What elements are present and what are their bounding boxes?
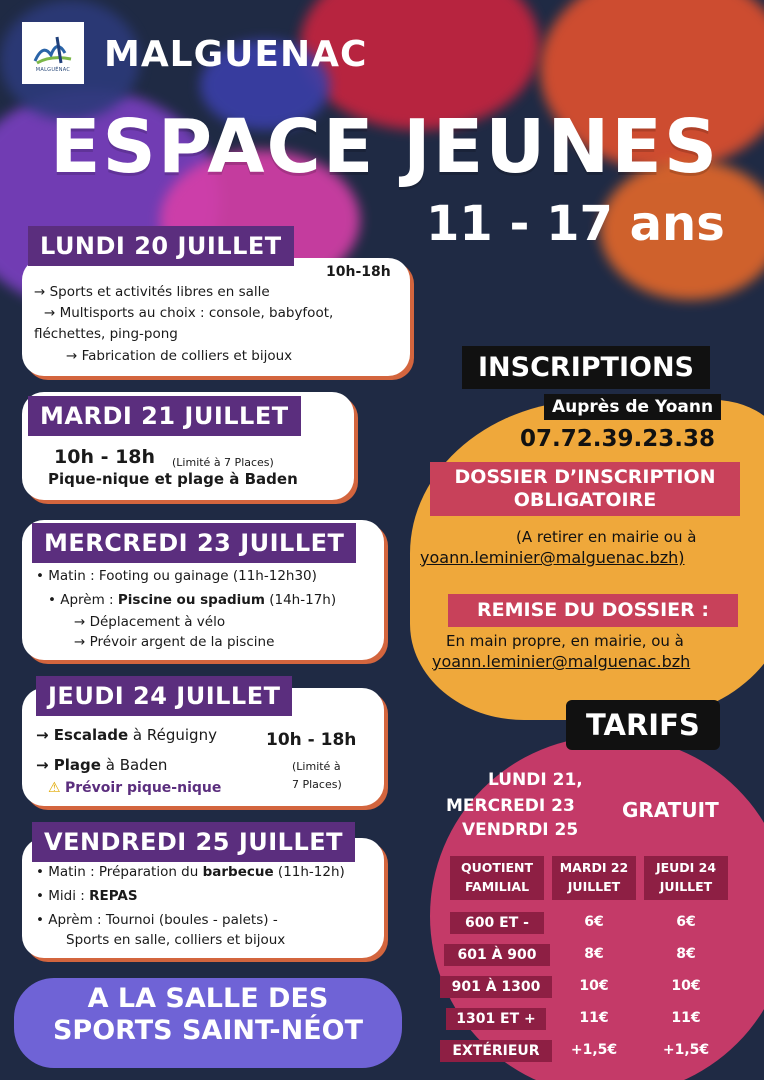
contact-name: Auprès de Yoann [544,394,721,420]
activity-line: → Fabrication de colliers et bijoux [66,348,293,364]
activity-line: Sports en salle, colliers et bijoux [66,932,286,948]
activity-text: à Baden [100,756,168,774]
day-title-mardi: MARDI 21 JUILLET [28,396,301,436]
logo-mark-icon [31,33,75,67]
activity-line [48,780,221,796]
activity-line [36,756,167,774]
age-range: 11 - 17 ans [426,196,725,252]
activity-text: (14h-17h) [264,592,337,608]
dossier-title-line: OBLIGATOIRE [513,488,657,511]
town-name: MALGUENAC [104,34,368,75]
activity-highlight: barbecue [202,864,274,880]
activity-line [48,592,336,608]
activity-text: • Aprèm : [48,592,118,608]
dossier-title [430,462,740,516]
day-title-vendredi: VENDREDI 25 JUILLET [32,822,355,862]
table-header: QUOTIENT FAMILIAL [450,856,544,900]
day-limit-jeudi: 7 Places) [292,778,342,791]
activity-line: Pique-nique et plage à Baden [48,470,298,488]
table-cell: +1,5€ [662,1042,710,1058]
activity-highlight: Prévoir pique-nique [65,780,222,796]
warning-icon: ⚠ [48,780,61,796]
logo-text: MALGUÉNAC [35,67,71,73]
activity-line [36,726,217,744]
phone-number: 07.72.39.23.38 [520,426,715,452]
remise-text: En main propre, en mairie, ou à [446,632,684,650]
venue-text [14,983,402,1048]
table-cell: 11€ [579,1010,609,1026]
activity-line [36,888,138,904]
table-cell: 8€ [584,946,604,962]
dossier-text: (A retirer en mairie ou à [516,528,697,546]
table-row-label: 601 À 900 [444,944,550,966]
table-header: JEUDI 24 JUILLET [644,856,728,900]
table-cell: 8€ [676,946,696,962]
table-cell: 6€ [676,914,696,930]
activity-highlight: REPAS [89,888,138,904]
table-cell: 10€ [671,978,701,994]
activity-line [36,864,345,880]
email-link[interactable]: yoann.leminier@malguenac.bzh [432,652,691,671]
free-days: LUNDI 21, [488,770,583,790]
activity-line: • Aprèm : Tournoi (boules - palets) - [36,912,278,928]
table-row-label: 901 À 1300 [440,976,552,998]
day-title-lundi: LUNDI 20 JUILLET [28,226,294,266]
logo [22,22,84,84]
table-header: MARDI 22 JUILLET [552,856,636,900]
activity-line: → Prévoir argent de la piscine [74,634,275,650]
day-hours-mardi: 10h - 18h [54,446,156,468]
activity-text: • Matin : Préparation du [36,864,203,880]
table-row-label: 600 ET - [450,912,544,934]
activity-highlight: → Plage [36,756,101,774]
free-label: GRATUIT [622,798,719,822]
table-cell: +1,5€ [570,1042,618,1058]
activity-line: → Multisports au choix : console, babyfoot, [44,305,334,321]
activity-line: → Déplacement à vélo [74,614,226,630]
table-row-label: 1301 ET + [446,1008,546,1030]
dossier-title-line: DOSSIER D’INSCRIPTION [454,466,716,488]
remise-title: REMISE DU DOSSIER : [448,594,738,627]
page-title: ESPACE JEUNES [50,104,720,190]
table-cell: 11€ [671,1010,701,1026]
day-hours-jeudi: 10h - 18h [266,730,357,750]
activity-line: → Sports et activités libres en salle [34,284,270,300]
table-cell: 6€ [584,914,604,930]
activity-highlight: Piscine ou spadium [117,592,265,608]
activity-highlight: → Escalade [36,726,129,744]
activity-text: à Réguigny [128,726,217,744]
day-title-jeudi: JEUDI 24 JUILLET [36,676,292,716]
activity-line: • Matin : Footing ou gainage (11h-12h30) [36,568,317,584]
tarifs-title: TARIFS [566,700,720,750]
day-hours-lundi: 10h-18h [326,264,391,280]
activity-text: • Midi : [36,888,90,904]
inscriptions-title: INSCRIPTIONS [462,346,710,389]
venue-line: A LA SALLE DES [87,983,329,1014]
email-link[interactable]: yoann.leminier@malguenac.bzh) [420,548,685,567]
activity-text: (11h-12h) [273,864,345,880]
day-title-mercredi: MERCREDI 23 JUILLET [32,523,356,563]
day-limit-mardi: (Limité à 7 Places) [172,456,274,469]
day-limit-jeudi: (Limité à [292,760,341,773]
free-days: VENDRDI 25 [462,820,579,840]
free-days: MERCREDI 23 [446,796,575,816]
venue-line: SPORTS SAINT-NÉOT [52,1015,364,1047]
table-row-label: EXTÉRIEUR [440,1040,552,1062]
table-cell: 10€ [579,978,609,994]
activity-line: fléchettes, ping-pong [34,326,178,342]
